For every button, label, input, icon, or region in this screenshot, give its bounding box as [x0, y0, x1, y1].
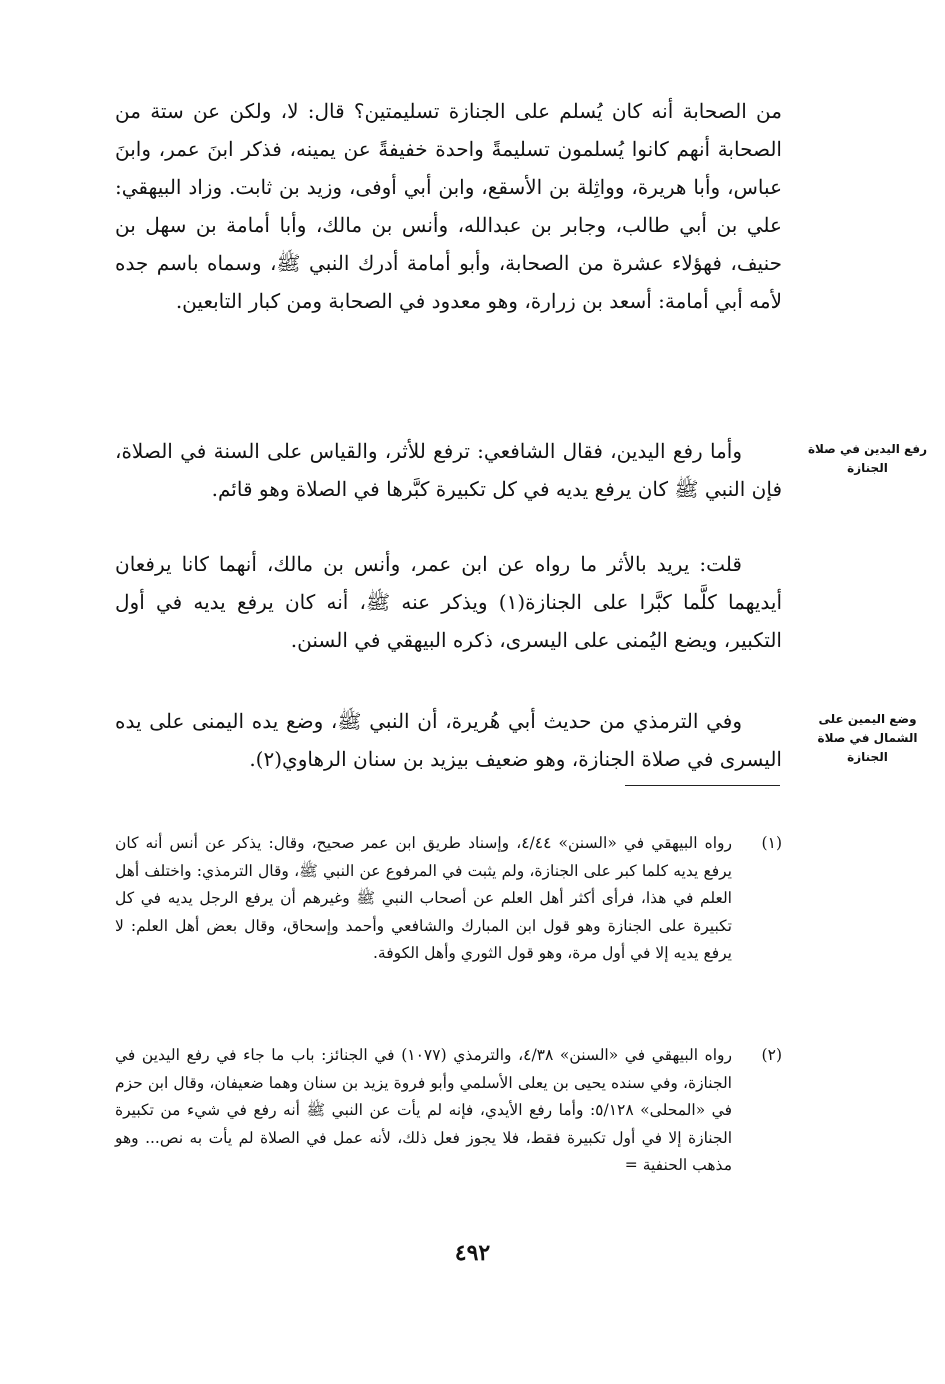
paragraph-3: قلت: يريد بالأثر ما رواه عن ابن عمر، وأنس بن مالك، أنهما كانا يرفعان أيديهما كلَّما كبَّرا على الجنازة(١) ويذكر عنه ﷺ، أنه كان يرفع يديه في أول التكبير، ويضع اليُمنى على اليسرى، ذكره البيهقي في السنن. — [115, 552, 783, 652]
footnote-number: (١) — [761, 834, 782, 852]
footnote-separator — [625, 785, 780, 786]
footnote-number: (٢) — [761, 1046, 782, 1064]
paragraph-1: من الصحابة أنه كان يُسلم على الجنازة تسليمتين؟ قال: لا، ولكن عن ستة من الصحابة أنهم كانوا يُسلمون تسليمةً واحدة خفيفةً عن يمينه، فذكر ابنَ عمر، وابنَ عباس، وأبا هريرة، وواثِلة بن الأسقع، وابن أبي أوفى، وزيد بن ثابت. وزاد البيهقي: علي بن أبي طالب، وجابر بن عبدالله، وأنس بن مالك، وأبا أمامة بن سهل بن حنيف، فهؤلاء عشرة من الصحابة، وأبو أمامة أدرك النبي ﷺ، وسماه باسم جده لأمه أبي أمامة: أسعد بن زرارة، وهو معدود في الصحابة ومن كبار التابعين. — [115, 99, 782, 313]
paragraph-4: وفي الترمذي من حديث أبي هُريرة، أن النبي ﷺ، وضع يده اليمنى على يده اليسرى في صلاة الجنازة، وهو ضعيف بيزيد بن سنان الرهاوي(٢). — [115, 709, 782, 771]
footnote-text: رواه البيهقي في «السنن» ٤/٣٨، والترمذي (١٠٧٧) في الجنائز: باب ما جاء في رفع اليدين في الجنازة، وفي سنده يحيى بن يعلى الأسلمي وأبو فروة يزيد بن سنان وهما ضعيفان، وقال ابن حزم في «المحلى» ٥/١٢٨: وأما رفع الأيدي، فإنه لم يأت عن النبي ﷺ أنه رفع في شيء من تكبيرة الجنازة إلا في أول تكبيرة فقط، فلا يجوز فعل ذلك، لأنه عمل في الصلاة لم يأت به نص... وهو مذهب الحنفية = — [115, 1046, 733, 1174]
footnote-text: رواه البيهقي في «السنن» ٤/٤٤، وإسناد طريق ابن عمر صحيح، وقال: يذكر عن أنس أنه كان يرفع يديه كلما كبر على الجنازة، ولم يثبت في المرفوع عن النبي ﷺ، وقال الترمذي: واختلف أهل العلم في هذا، فرأى أكثر أهل العلم عن أصحاب النبي ﷺ وغيرهم أن يرفع الرجل يديه في كل تكبيرة على الجنازة وهو قول ابن المبارك والشافعي وأحمد وإسحاق، وقال بعض أهل العلم: لا يرفع يديه إلا في أول مرة، وهو قول الثوري وأهل الكوفة. — [115, 834, 732, 962]
side-note-placing-hands: وضع اليمين على الشمال في صلاة الجنازة — [817, 712, 918, 764]
side-note-raising-hands: رفع اليدين في صلاة الجنازة — [807, 442, 928, 475]
footnote-1 — [115, 830, 782, 968]
paragraph-2: وأما رفع اليدين، فقال الشافعي: ترفع للأثر، والقياس على السنة في الصلاة، فإن النبي ﷺ كان يرفع يديه في كل تكبيرة كبَّرها في الصلاة وهو قائم. — [115, 439, 782, 501]
page-number: ٤٩٢ — [454, 1240, 491, 1266]
footnote-2 — [115, 1042, 782, 1180]
